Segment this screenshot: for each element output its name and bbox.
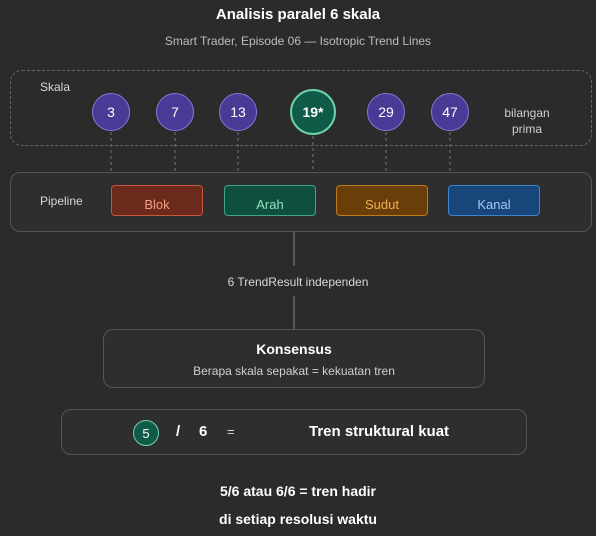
consensus-title: Konsensus bbox=[256, 341, 332, 357]
score-total: 6 bbox=[199, 423, 208, 440]
scale-node-7: 7 bbox=[156, 93, 194, 131]
results-text: 6 TrendResult independen bbox=[227, 275, 369, 289]
stage-kanal: Kanal bbox=[448, 185, 540, 216]
scale-node-29: 29 bbox=[367, 93, 405, 131]
conclusion-line1: 5/6 atau 6/6 = tren hadir bbox=[219, 483, 376, 499]
page-subtitle: Smart Trader, Episode 06 — Isotropic Trend Lines bbox=[164, 34, 432, 48]
scale-node-13: 13 bbox=[219, 93, 257, 131]
stage-arah: Arah bbox=[224, 185, 316, 216]
consensus-description: Berapa skala sepakat = kekuatan tren bbox=[193, 364, 395, 378]
scale-label: Skala bbox=[40, 80, 71, 94]
scale-node-3: 3 bbox=[92, 93, 130, 131]
prime-note-line1: bilangan bbox=[504, 106, 550, 120]
score-equals: = bbox=[227, 424, 235, 439]
stage-blok: Blok bbox=[111, 185, 203, 216]
scale-node-19-highlight: 19* bbox=[290, 89, 336, 135]
scale-node-47: 47 bbox=[431, 93, 469, 131]
score-result: Tren struktural kuat bbox=[309, 423, 450, 440]
score-count-badge: 5 bbox=[133, 420, 159, 446]
prime-note-line2: prima bbox=[511, 122, 542, 136]
score-slash: / bbox=[176, 423, 181, 440]
stage-sudut: Sudut bbox=[336, 185, 428, 216]
conclusion-line2: di setiap resolusi waktu bbox=[219, 511, 377, 527]
consensus-box bbox=[103, 329, 485, 388]
score-box bbox=[61, 409, 527, 455]
pipeline-label: Pipeline bbox=[40, 194, 83, 208]
prime-note bbox=[492, 105, 562, 137]
page-title: Analisis paralel 6 skala bbox=[215, 6, 381, 23]
